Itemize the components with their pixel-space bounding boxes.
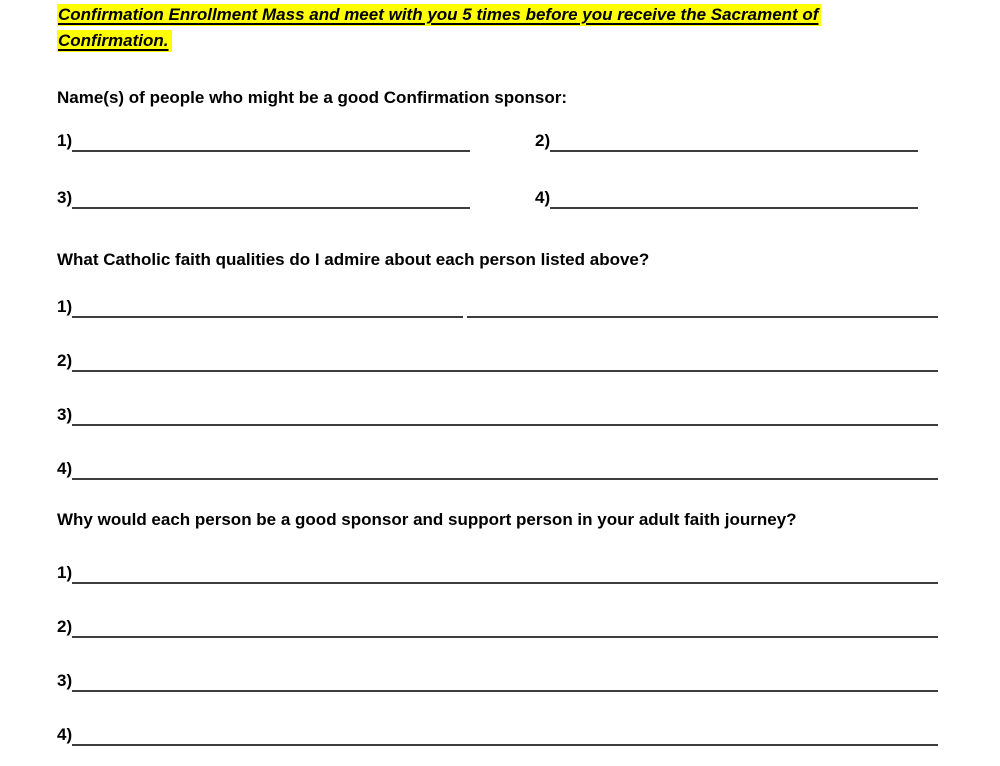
faith-qualities-heading: What Catholic faith qualities do I admire about each person listed above? [57,250,650,269]
blank-line [72,743,938,746]
blank-number-label: 3) [57,671,73,690]
quality-blank-4 [57,458,938,480]
blank-line [550,149,918,152]
blank-line [72,206,470,209]
why-good-sponsor-blank-group [57,562,938,746]
quality-blank-1 [57,296,938,318]
intro-paragraph [57,2,938,54]
blank-line [72,581,938,584]
sponsor-blank-1 [57,130,470,152]
blank-line-segment [72,315,463,318]
blank-line [550,206,918,209]
blank-line [467,315,938,318]
blank-line [72,149,470,152]
intro-highlighted-line-2: Confirmation. [57,30,172,52]
blank-number-label: 4) [57,725,73,744]
blank-number-label: 4) [57,459,73,478]
blank-number-label: 2) [57,351,73,370]
why-blank-3 [57,670,938,692]
sponsor-names-heading: Name(s) of people who might be a good Confirmation sponsor: [57,88,567,107]
sponsor-names-blank-group [57,130,938,209]
blank-number-label: 1) [57,563,73,582]
sponsor-blank-2 [535,130,918,152]
blank-line [72,635,938,638]
blank-number-label: 3) [57,405,73,424]
blank-number-label: 1) [57,131,73,150]
blank-line [72,477,938,480]
blank-number-label: 4) [535,188,551,207]
faith-qualities-blank-group [57,296,938,480]
blank-line [72,423,938,426]
blank-number-label: 1) [57,297,73,316]
sponsor-blank-3 [57,187,470,209]
quality-blank-2 [57,350,938,372]
blank-number-label: 3) [57,188,73,207]
sponsor-blank-4 [535,187,918,209]
why-good-sponsor-heading: Why would each person be a good sponsor and support person in your adult faith journey? [57,510,797,529]
blank-line [72,689,938,692]
why-blank-1 [57,562,938,584]
blank-line [72,369,938,372]
blank-number-label: 2) [57,617,73,636]
blank-number-label: 2) [535,131,551,150]
why-blank-2 [57,616,938,638]
intro-highlighted-line-1: Confirmation Enrollment Mass and meet with you 5 times before you receive the Sacrament of [57,4,821,26]
why-blank-4 [57,724,938,746]
quality-blank-3 [57,404,938,426]
